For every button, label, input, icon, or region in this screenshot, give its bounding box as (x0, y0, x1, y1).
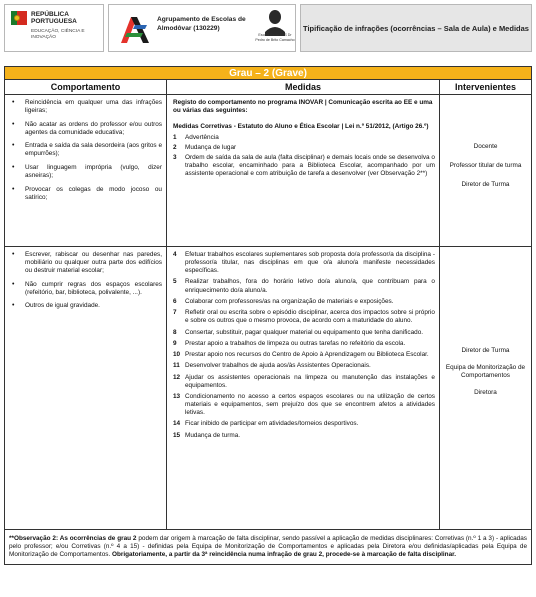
measures-heading: Medidas Corretivas - Estatuto do Aluno e Ética Escolar | Lei n.º 51/2012, (Artigo 26.º) (173, 123, 429, 131)
measure-text: Mudança de lugar (185, 144, 237, 152)
grade-title: Grau – 2 (Grave) (5, 67, 531, 80)
measure-text: Realizar trabalhos, fora do horário letivo do/a aluno/a, que contribuam para o enriquecimento do/a aluno/a. (185, 278, 435, 294)
measure-number: 11 (173, 362, 180, 370)
measure-number: 14 (173, 420, 181, 428)
measure-item (173, 154, 435, 178)
measure-text: Consertar, substituir, pagar qualquer material ou equipamento que tenha danificado. (185, 328, 424, 336)
measure-item (173, 374, 435, 390)
intervener: Docente (473, 143, 498, 150)
measure-text: Ajudar os assistentes operacionais na limpeza ou manutenção das instalações e equipamentos. (185, 373, 435, 389)
school-logo-box (108, 4, 296, 52)
measure-number: 3 (173, 154, 177, 162)
behavior-cell (5, 95, 167, 246)
behavior-item: • Usar linguagem imprópria (vulgo, dizer asneiras); (9, 164, 162, 180)
measure-item (173, 432, 435, 440)
measure-item (173, 278, 435, 294)
measure-item (173, 393, 435, 417)
government-name: REPÚBLICA PORTUGUESA (31, 11, 77, 25)
behavior-cell (5, 247, 167, 529)
intervener: Diretor de Turma (461, 181, 510, 189)
observation-note (5, 530, 531, 564)
column-header-behavior: Comportamento (5, 80, 167, 94)
measure-number: 12 (173, 373, 181, 381)
document-header (4, 4, 532, 54)
behavior-item: • Provocar os colegas de modo jocoso ou satírico; (9, 186, 162, 202)
behavior-item: • Não cumprir regras dos espaços escolares (refeitório, bar, biblioteca, polivalente, ...). (9, 281, 162, 297)
measure-text: Colaborar com professores/as na organização de materiais e exposições. (185, 297, 394, 305)
behavior-item: • Não acatar as ordens do professor e/ou outros agentes da comunidade educativa; (9, 121, 162, 137)
measure-item (173, 251, 435, 275)
measure-item (173, 420, 435, 428)
measures-list (173, 251, 435, 440)
measure-item (173, 309, 435, 325)
intervener: Equipa de Monitorização de Comportamentos (445, 364, 526, 380)
measures-cell (167, 247, 440, 529)
measure-number: 15 (173, 431, 181, 439)
measure-item (173, 340, 435, 348)
measures-list (173, 134, 435, 178)
interveners-cell (440, 247, 531, 529)
observation-body: podem dar origem à marcação de falta disciplinar, sendo passível a aplicação de medidas disciplinares: Corretivas (n.º 1 a 3) - aplicadas pelo professor; e/ou Corretivas (n.º 4 a 15) - definidas pela Equipa de Monitorização de Comportamentos e aplicadas pela Diretora e/ou definidas/aplicadas pela Equipa de Monitorização de Comportamentos. (9, 535, 527, 559)
school-group-logo-icon (117, 11, 153, 45)
behavior-list (9, 251, 162, 311)
measure-number: 9 (173, 339, 177, 347)
measure-text: Mudança de turma. (185, 431, 241, 439)
infractions-table (4, 66, 532, 565)
behavior-item: • Entrada e saída da sala desordeira (aos gritos e empurrões); (9, 142, 162, 158)
intervener: Diretora (474, 389, 497, 397)
measure-number: 2 (173, 144, 177, 152)
measures-cell (167, 95, 440, 246)
government-logo-box (4, 4, 104, 52)
measure-text: Refletir oral ou escrita sobre o episódio disciplinar, acerca dos impactos sobre si próprio e sobre os outros que o mesmo provoca, de acordo com a maturidade do aluno. (185, 309, 435, 325)
measure-item (173, 298, 435, 306)
behavior-item: • Escrever, rabiscar ou desenhar nas paredes, mobiliário ou qualquer outra parte dos edifícios ou destruir material escolar; (9, 251, 162, 275)
measure-number: 1 (173, 134, 177, 142)
measure-item (173, 351, 435, 359)
measure-text: Prestar apoio a trabalhos de limpeza ou outras tarefas no refeitório da escola. (185, 339, 406, 347)
column-header-interveners: Intervenientes (454, 82, 517, 92)
behavior-item: • Outros de igual gravidade. (9, 302, 162, 310)
measure-number: 10 (173, 351, 181, 359)
patron-bust-icon (259, 8, 291, 50)
school-seat-name: Escola Sede EBS Dr Pedro de Brito Camacho (255, 33, 295, 42)
observation-tail: Obrigatoriamente, a partir da 3ª reincidência numa infração de grau 2, procede-se à marcação de falta disciplinar. (112, 551, 457, 559)
measure-number: 5 (173, 278, 177, 286)
measure-item (173, 144, 435, 152)
table-row (5, 95, 531, 247)
observation-lead: **Observação 2: As ocorrências de grau 2 (9, 535, 137, 542)
measure-number: 6 (173, 297, 177, 305)
interveners-cell (440, 95, 531, 246)
document-title-box (300, 4, 532, 52)
behavior-item: • Reincidência em qualquer uma das infrações ligeiras; (9, 99, 162, 115)
measure-item (173, 134, 435, 142)
government-ministry: EDUCAÇÃO, CIÊNCIA E INOVAÇÃO (31, 29, 85, 40)
measure-item (173, 362, 435, 370)
table-row (5, 247, 531, 530)
measure-text: Ficar inibido de participar em atividades/torneios desportivos. (185, 420, 359, 428)
measure-number: 4 (173, 251, 177, 258)
measure-number: 8 (173, 328, 177, 336)
behavior-list (9, 99, 162, 202)
measures-intro: Registo do comportamento no programa INOVAR | Comunicação escrita ao EE e uma ou várias das seguintes: (173, 99, 433, 115)
measure-text: Prestar apoio nos recursos do Centro de Apoio à Aprendizagem ou Biblioteca Escolar. (185, 351, 429, 359)
measure-text: Efetuar trabalhos escolares suplementares sob proposta do/a professor/a da disciplina - professor/a titular, nas disciplinas em que o/a aluno/a manifeste necessidades específicas. (185, 251, 435, 275)
measure-text: Advertência (185, 134, 219, 142)
school-group-name: Agrupamento de Escolas de Almodôvar (130229) (157, 16, 246, 32)
measure-item (173, 329, 435, 337)
measure-text: Desenvolver trabalhos de ajuda aos/às Assistentes Operacionais. (185, 362, 371, 370)
measure-text: Ordem de saída da sala de aula (falta disciplinar) e demais locais onde se desenvolva o trabalho escolar, encaminhado para a Biblioteca Escolar, acompanhado por um assistente operacional e com atribuição de tarefa a desenvolver (ver Observação 2**) (185, 154, 435, 178)
column-header-measures: Medidas (167, 80, 440, 94)
document-title: Tipificação de infrações (ocorrências – Sala de Aula) e Medidas (303, 23, 529, 33)
measure-text: Condicionamento no acesso a certos espaços escolares ou na utilização de certos materiais e equipamentos, sem prejuízo dos que se encontrem afetos a atividades letivas. (185, 393, 435, 417)
intervener: Diretor de Turma (461, 347, 510, 354)
intervener: Professor titular de turma (449, 162, 522, 170)
measure-number: 7 (173, 309, 177, 317)
column-headers (5, 80, 531, 95)
portugal-flag-icon (11, 11, 27, 25)
measure-number: 13 (173, 393, 181, 400)
